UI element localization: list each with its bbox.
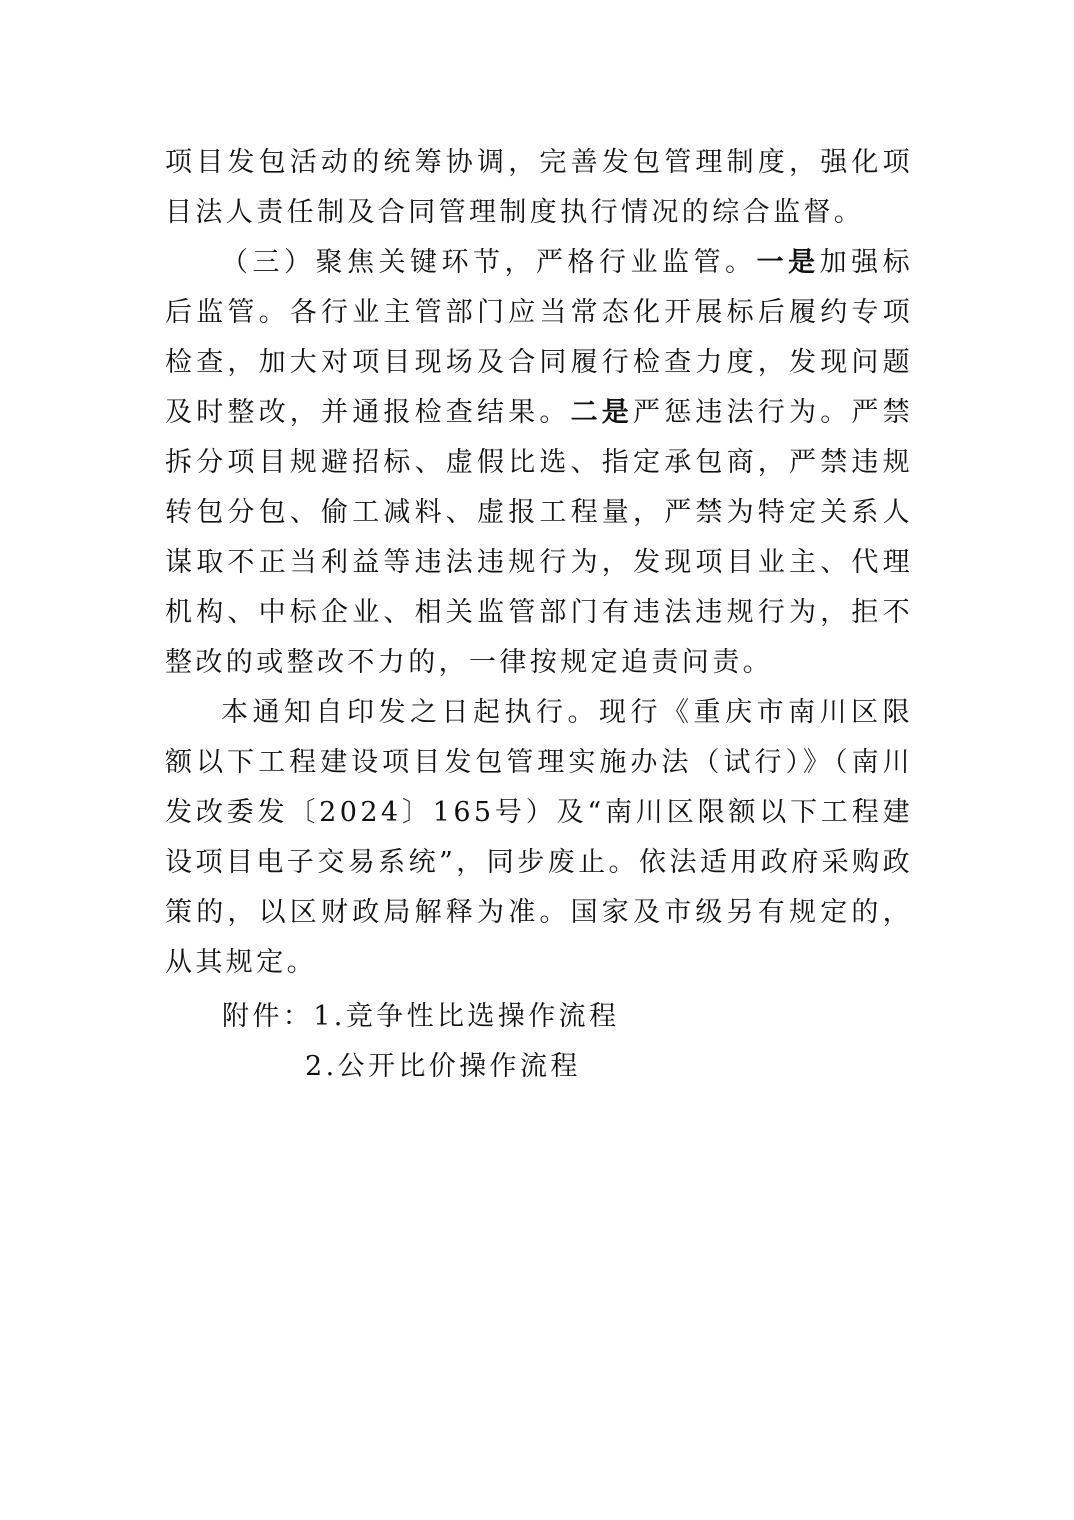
point-two-lead: 二是	[570, 397, 633, 428]
point-one-text: 加强标后监管。各行业主管部门应当常态化开展标后履约专项检查，加大对项目现场及合同履行检查力度，发现问题及时整改，并通报检查结果。	[165, 247, 913, 428]
attachments-list	[222, 992, 619, 1092]
document-body	[165, 138, 913, 988]
attachment-row-2	[222, 1042, 619, 1092]
paragraph-continuation: 项目发包活动的统筹协调，完善发包管理制度，强化项目法人责任制及合同管理制度执行情况的综合监督。	[165, 147, 913, 228]
point-one-lead: 一是	[756, 247, 820, 278]
attachments-label: 附件：	[222, 1001, 314, 1032]
paragraph-supervision	[165, 238, 913, 688]
attachment-item: 1.竞争性比选操作流程	[313, 1001, 620, 1032]
point-two-text: 严惩违法行为。严禁拆分项目规避招标、虚假比选、指定承包商，严禁违规转包分包、偷工减料、虚报工程量，严禁为特定关系人谋取不正当利益等违法违规行为，发现项目业主、代理机构、中标企业、相关监管部门有违法违规行为，拒不整改的或整改不力的，一律按规定追责问责。	[165, 397, 913, 678]
section-heading: （三）聚焦关键环节，严格行业监管。	[221, 247, 757, 278]
attachment-item: 2.公开比价操作流程	[305, 1051, 581, 1082]
paragraph-effective-date: 本通知自印发之日起执行。现行《重庆市南川区限额以下工程建设项目发包管理实施办法（试行）》（南川发改委发〔2024〕165号）及“南川区限额以下工程建设项目电子交易系统”，同步废止。依法适用政府采购政策的，以区财政局解释为准。国家及市级另有规定的，从其规定。	[165, 697, 913, 978]
attachment-row-1	[222, 992, 619, 1042]
